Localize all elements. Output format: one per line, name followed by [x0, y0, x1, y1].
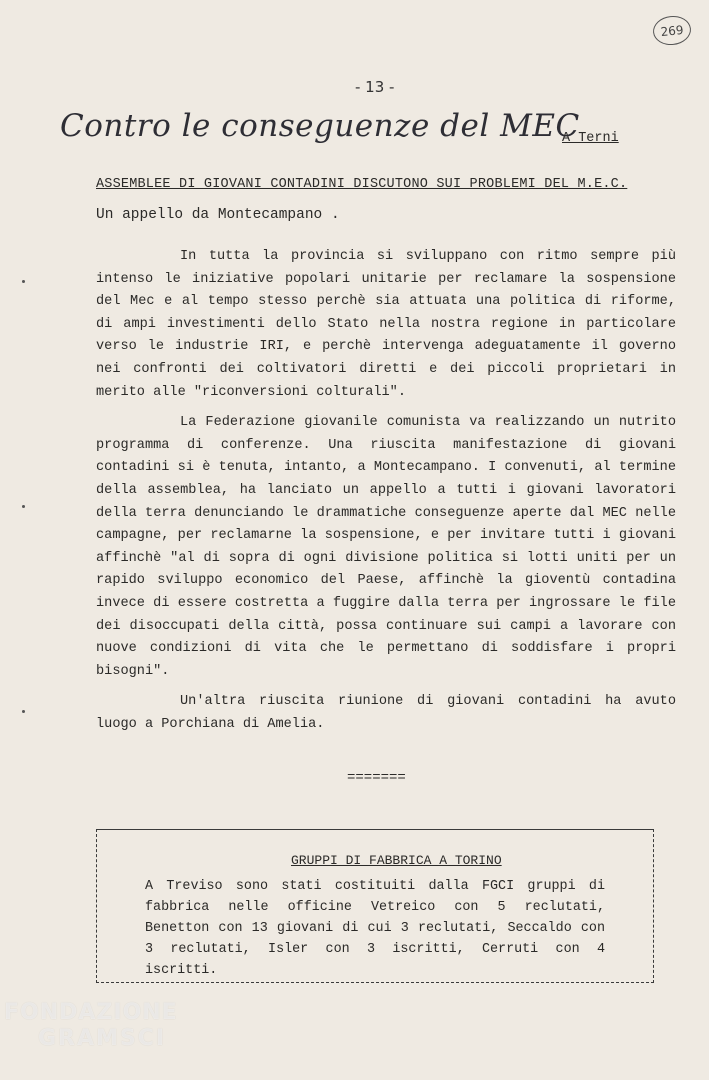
archive-watermark: [4, 1000, 178, 1052]
margin-mark: [22, 710, 25, 713]
margin-mark: [22, 505, 25, 508]
article-subheadline: Un appello da Montecampano .: [96, 207, 340, 223]
location-label: A Terni: [562, 131, 619, 146]
watermark-line-2: GRAMSCI: [38, 1026, 167, 1051]
page-number: - 13 -: [355, 78, 395, 96]
box-text: A Treviso sono stati costituiti dalla FGCI gruppi di fabbrica nelle officine Vetreico con 5 reclutati, Benetton con 13 giovani di cui 3 reclutati, Seccaldo con 3 reclutati, Isler con 3 iscritti, Cerruti con 4 iscritti.: [145, 879, 605, 978]
section-separator: =======: [347, 770, 406, 786]
article-headline: ASSEMBLEE DI GIOVANI CONTADINI DISCUTONO SUI PROBLEMI DEL M.E.C.: [96, 177, 628, 192]
watermark-line-1: FONDAZIONE: [4, 1000, 178, 1025]
paragraph-1: In tutta la provincia si sviluppano con ritmo sempre più intenso le iniziative popolari unitarie per reclamare la sospensione del Mec e al tempo stesso perchè sia attuata una politica di riforme, di ampi investimenti dello Stato nella nostra regione in particolare verso le industrie IRI, e perchè intervenga adeguatamente il governo nei confronti dei coltivatori diretti e dei piccoli proprietari in merito alle "riconversioni colturali".: [96, 249, 676, 400]
paragraph-3: Un'altra riuscita riunione di giovani contadini ha avuto luogo a Porchiana di Amelia.: [96, 694, 676, 732]
news-box: [96, 829, 654, 983]
margin-mark: [22, 280, 25, 283]
article-body: [96, 246, 676, 744]
handwritten-title: Contro le conseguenze del MEC: [60, 108, 580, 144]
archive-page-stamp: 269: [652, 14, 693, 47]
paragraph-2: La Federazione giovanile comunista va realizzando un nutrito programma di conferenze. Una riuscita manifestazione di giovani contadini si è tenuta, intanto, a Montecampano. I convenuti, al termine della assemblea, ha lanciato un appello a tutti i giovani lavoratori della terra denunciando le drammatiche conseguenze aperte dal MEC nelle campagne, per reclamarne la sospensione, e per invitare tutti i giovani affinchè "al di sopra di ogni divisione politica si lotti uniti per un rapido sviluppo economico del Paese, affinchè la gioventù contadina invece di essere costretta a fuggire dalla terra per ingrossare le file dei disoccupati della città, possa continuare sui campi a lavorare con nuove condizioni di vita che le permettano di soddisfare i propri bisogni".: [96, 415, 676, 679]
box-title: GRUPPI DI FABBRICA A TORINO: [291, 853, 502, 868]
